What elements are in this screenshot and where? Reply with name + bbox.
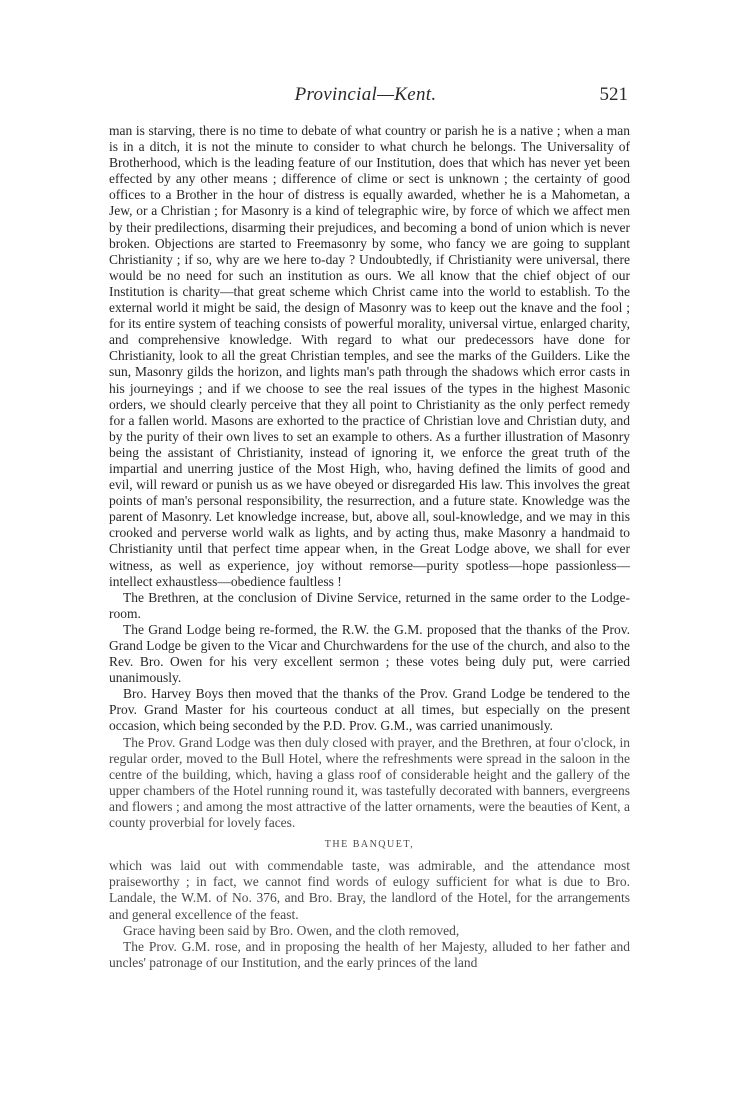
section-heading: THE BANQUET, bbox=[324, 839, 415, 851]
paragraph-1: man is starving, there is no time to debate of what country or parish he is a native ; when a man is in a ditch, it is not the minute to consider to what church he belongs. The Universality of Brotherhood, which is the leading feature of our Institution, does that which has never yet been effected by any other means ; difference of clime or sect is unknown ; the certainty of good offices to a Brother in the hour of distress is equally awarded, whether he is a Mahometan, a Jew, or a Christian ; for Masonry is a kind of telegraphic wire, by force of which we affect men by their predilections, disarming their prejudices, and becoming a bond of union which is never broken. Objections are started to Freemasonry by some, who fancy we are going to supplant Christianity ; if so, why are we here to-day ? Undoubtedly, if Christianity were universal, there would be no need for such an institution as ours. We all know that the chief object of our Institution is charity—that great scheme which Christ came into the world to establish. To the external world it might be said, the design of Masonry was to keep out the knave and the fool ; for its entire system of teaching consists of powerful morality, universal virtue, enlarged charity, and comprehensive knowledge. With regard to what our predecessors have done for Christianity, look to all the great Christian temples, and see the marks of the Guilders. Like the sun, Masonry gilds the horizon, and lights man's path through the shadows which error casts in his journeyings ; and if we choose to see the real issues of the types in the highest Masonic orders, we should clearly perceive that they all point to Christianity as the only perfect remedy for a fallen world. Masons are exhorted to the practice of Christian love and Christian duty, and by the purity of their own lives to set an example to others. As a further illustration of Masonry being the assistant of Christianity, instead of ignoring it, we enforce the great truth of the impartial and unerring justice of the Most High, who, having defined the limits of good and evil, will reward or punish us as we have obeyed or disregarded His law. This involves the great points of man's personal responsibility, the resurrection, and a future state. Knowledge was the parent of Masonry. Let knowledge increase, but, above all, soul-knowledge, and we may in this crooked and perverse world walk as lights, and by acting thus, make Masonry a handmaid to Christianity until that perfect time appear when, in the Great Lodge above, we shall for ever witness, as well as experience, joy without remorse—purity spotless—hope passionless—intellect exhaustless—obedience faultless ! bbox=[109, 123, 630, 589]
paragraph-3: The Grand Lodge being re-formed, the R.W. the G.M. proposed that the thanks of the Prov. Grand Lodge be given to the Vicar and Churchwardens for the use of the church, and also to the Rev. Bro. Owen for his very excellent sermon ; these votes being duly put, were carried unanimously. bbox=[109, 621, 630, 686]
paragraph-6: which was laid out with commendable taste, was admirable, and the attendance most praiseworthy ; in fact, we cannot find words of eulogy sufficient for what is due to Bro. Landale, the W.M. of No. 376, and Bro. Bray, the landlord of the Hotel, for the arrangements and general excellence of the feast. bbox=[109, 858, 630, 922]
paragraph-8: The Prov. G.M. rose, and in proposing the health of her Majesty, alluded to her father and uncles' patronage of our Institution, and the early princes of the land bbox=[109, 938, 630, 970]
running-title: Provincial—Kent. bbox=[294, 84, 437, 105]
page-header bbox=[0, 84, 731, 110]
paragraph-7: Grace having been said by Bro. Owen, and the cloth removed, bbox=[123, 922, 460, 938]
article-body bbox=[109, 123, 630, 971]
paragraph-4: Bro. Harvey Boys then moved that the thanks of the Prov. Grand Lodge be tendered to the Prov. Grand Master for his courteous conduct at all times, but especially on the present occasion, which being seconded by the P.D. Prov. G.M., was carried unanimously. bbox=[109, 686, 630, 734]
paragraph-2: The Brethren, at the conclusion of Divine Service, returned in the same order to the Lodge-room. bbox=[109, 589, 630, 621]
page-number: 521 bbox=[599, 84, 628, 105]
paragraph-5: The Prov. Grand Lodge was then duly closed with prayer, and the Brethren, at four o'clock, in regular order, moved to the Bull Hotel, where the refreshments were spread in the saloon in the centre of the building, which, having a glass roof of considerable height and the gallery of the upper chambers of the Hotel running round it, was tastefully decorated with banners, evergreens and flowers ; and among the most attractive of the latter ornaments, were the beauties of Kent, a county proverbial for lovely faces. bbox=[109, 734, 630, 831]
